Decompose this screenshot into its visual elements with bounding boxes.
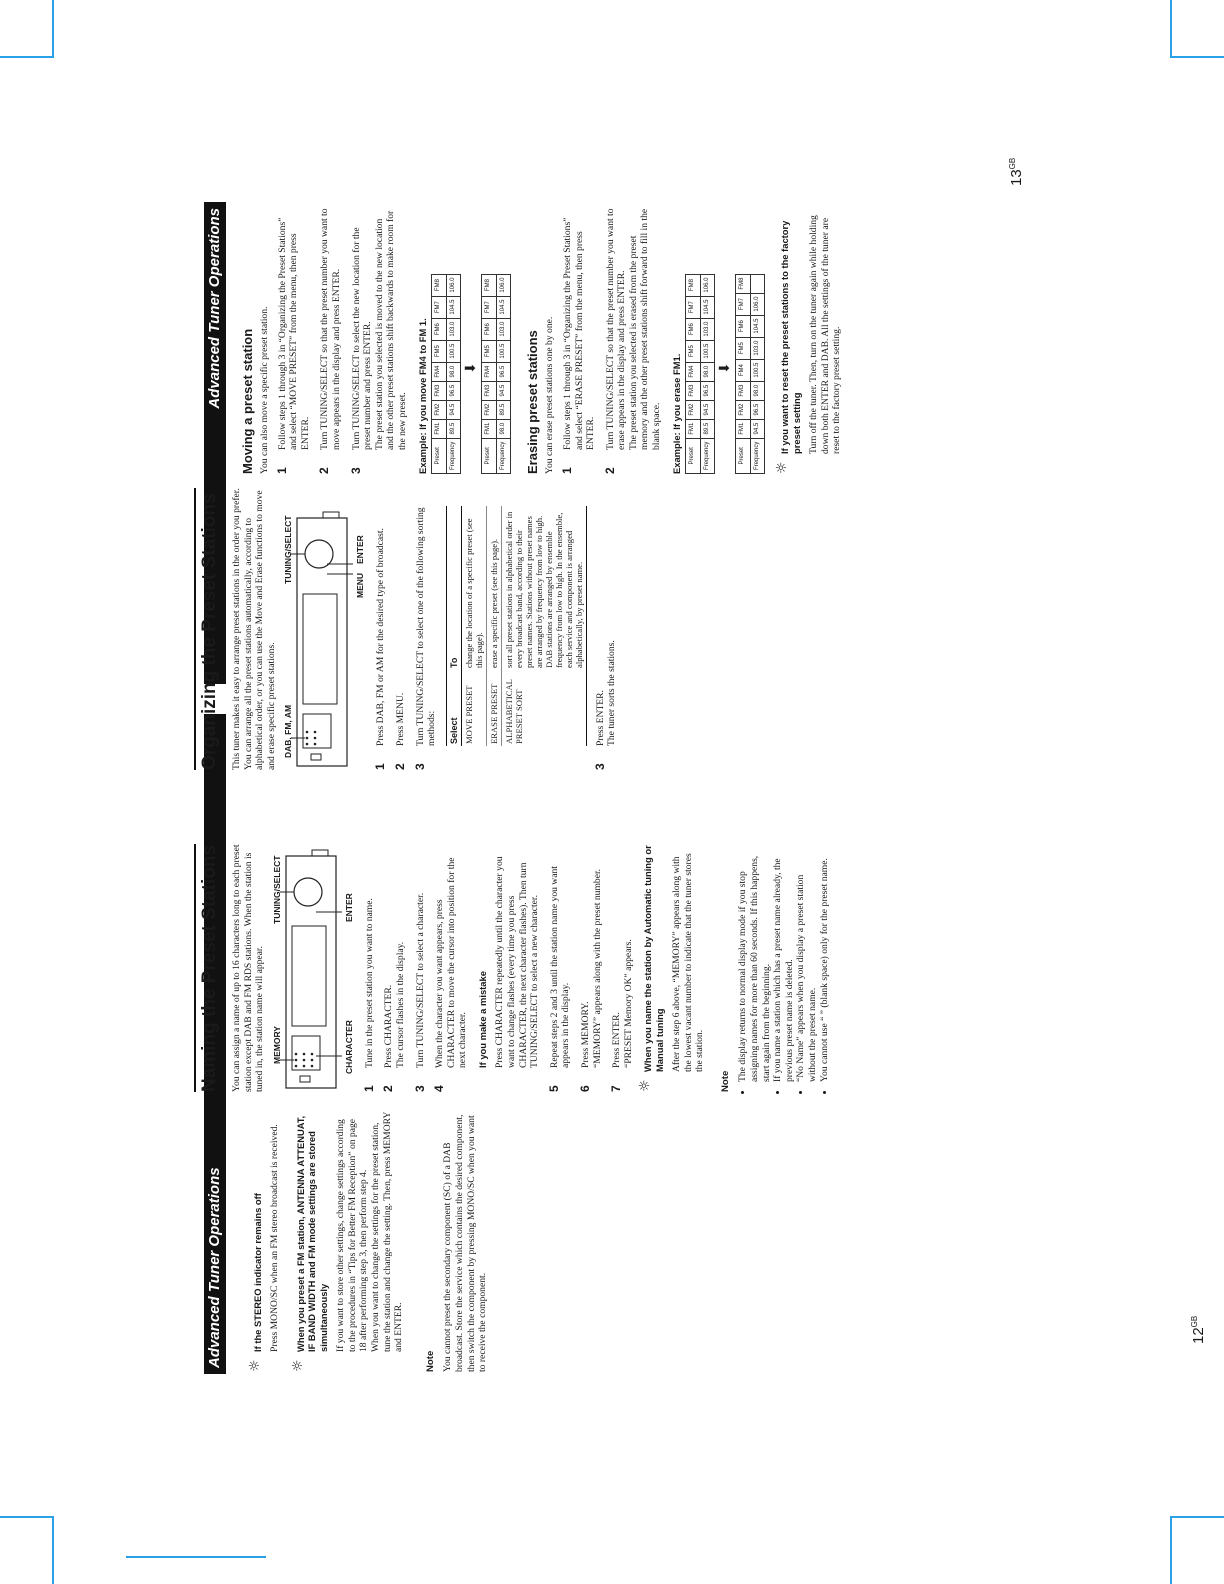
table-cell: MOVE PRESET: [461, 670, 486, 746]
note-body: You cannot preset the secondary component (SC) of a DAB broadcast. Store the service which contains the desired component, then switch the component by pressing MONO/SC when you want to receive the component.: [442, 1114, 489, 1372]
erase-title: Erasing preset stations: [525, 330, 541, 474]
tip-body: After the step 6 above, “MEMORY” appears along with the lowest vacant number to indicate that the tuner stores the station.: [671, 853, 706, 1072]
column-move-erase: [240, 204, 857, 474]
step: 1 Press DAB, FM or AM for the desired type of broadcast.: [373, 528, 388, 770]
note-title: Note: [424, 1350, 436, 1372]
step: 7 Press ENTER. “PRESET Memory OK” appears.: [609, 939, 634, 1092]
tuner-diagram-organizing: [283, 488, 369, 770]
mistake-body: Press CHARACTER repeatedly until the character you want to change flashes (every time you press CHARACTER, the next character flashes). Then turn TUNING/SELECT to select a new character.: [494, 856, 541, 1068]
tip-title: When you preset a FM station, ANTENNA ATTENUAT, IF BAND WIDTH and FM mode settings are stored simultaneously: [295, 1115, 329, 1352]
arrow-down-icon: ⬇: [717, 362, 734, 374]
tuning-select-label: TUNING/SELECT: [271, 855, 282, 924]
note-list: [737, 844, 830, 1092]
tip-body: Turn off the tuner. Then, turn on the tuner again while holding down both ENTER and DAB. All the settings of the tuner are reset to the factory preset setting.: [808, 215, 843, 454]
tip-lightbulb-icon: ☼: [247, 1359, 263, 1372]
table-row: Frequency 89.5 94.5 96.5 98.0 100.5 103.0 104.5 106.0: [446, 274, 461, 473]
step: 4 When the character you want appears, press CHARACTER to move the cursor into position for the next character.: [432, 857, 469, 1092]
tip-stereo: [247, 1110, 281, 1372]
table-cell: sort all preset stations in alphabetical order in every broadcast band, according to their preset names. Stations without preset names are arranged by frequency from low to high. DAB stations are arranged by ensemble frequency from low to high. In the ensemble, each service and component is arranged alphabetically, by preset name.: [501, 506, 586, 670]
step: 1 Follow steps 1 through 3 in “Organizing the Preset Stations” and select “ERASE PRESET” from the menu, then press ENTER.: [559, 217, 597, 474]
preset-table-before-erase: [685, 274, 715, 474]
organizing-title: Organizing the Preset Stations: [194, 488, 221, 770]
table-row: [461, 506, 486, 746]
erase-intro: You can erase preset stations one by one.: [544, 316, 556, 474]
note-item: • The display returns to normal display mode if you stop assigning names for more than 60 seconds. If this happens, start again from the beginning.: [737, 844, 772, 1082]
step: 3 Press ENTER. The tuner sorts the stations.: [592, 640, 618, 770]
tuning-select-label: TUNING/SELECT: [283, 515, 294, 584]
step: 2 Turn TUNING/SELECT so that the preset number you want to erase appears in the display and press ENTER. The preset station you selected is erased from the preset memory and the other preset stations shift forward to fill in the blank space.: [602, 208, 663, 474]
preset-table-after-move: [481, 274, 511, 474]
table-row: Preset FM1 FM2 FM3 FM4 FM5 FM6 FM7 FM8: [736, 274, 751, 473]
tip-factory-reset: [774, 204, 843, 474]
tip-lightbulb-icon: ☼: [774, 461, 791, 474]
enter-label: ENTER: [343, 893, 354, 922]
tip-title: If you want to reset the preset stations to the factory preset setting: [779, 220, 802, 454]
step: 2 Press MENU.: [392, 692, 407, 770]
table-row: Frequency 89.5 94.5 96.5 98.0 100.5 103.0 104.5 106.0: [700, 274, 715, 473]
note-block: [720, 844, 830, 1092]
table-row: Preset FM1 FM2 FM3 FM4 FM5 FM6 FM7 FM8: [482, 274, 497, 473]
page-number-left: $12^{GB}$: [1190, 1315, 1207, 1344]
organizing-intro: This tuner makes it easy to arrange preset stations in the order you prefer. You can arrange all the preset stations automatically, according to alphabetical order, or you can use the Move and Erase functions to move and erase specific preset stations.: [231, 488, 277, 770]
table-cell: ERASE PRESET: [486, 670, 501, 746]
table-row: Frequency 98.0 89.5 94.5 96.5 100.5 103.0 104.5 106.0: [496, 274, 511, 473]
step: 3 Turn TUNING/SELECT to select a character.: [412, 892, 427, 1092]
table-header: Select: [446, 670, 461, 746]
step: 2 Turn TUNING/SELECT so that the preset number you want to move appears in the display and press ENTER.: [317, 208, 342, 474]
note-item: • You cannot use “ ” (blank space) only for the preset name.: [819, 844, 831, 1082]
table-row: [501, 506, 586, 746]
table-row: Preset FM1 FM2 FM3 FM4 FM5 FM6 FM7 FM8: [431, 274, 446, 473]
table-cell: change the location of a specific preset (see this page).: [461, 506, 486, 670]
sorting-methods-table: [446, 506, 587, 746]
column-tips: [247, 1110, 495, 1372]
tip-fm-settings: [290, 1110, 405, 1372]
table-cell: ALPHABETICAL PRESET SORT: [501, 670, 586, 746]
naming-title: Naming the Preset Stations: [194, 844, 221, 1092]
table-row: Preset FM1 FM2 FM3 FM4 FM5 FM6 FM7 FM8: [686, 274, 701, 473]
table-cell: erase a specific preset (see this page).: [486, 506, 501, 670]
tip-lightbulb-icon: ☼: [637, 1079, 654, 1092]
memory-label: MEMORY: [271, 1026, 282, 1064]
tip-lightbulb-icon: ☼: [290, 1359, 306, 1372]
menu-label: MENU: [355, 572, 366, 598]
note-item: • If you name a station which has a preset name already, the previous preset name is deleted.: [772, 844, 795, 1082]
tip-auto-tuning: [637, 844, 706, 1092]
section-header-left: Advanced Tuner Operations: [204, 714, 226, 1374]
table-header: To: [446, 506, 461, 670]
mistake-block: [477, 844, 541, 1068]
character-label: CHARACTER: [343, 1020, 354, 1074]
mistake-title: If you make a mistake: [476, 971, 488, 1068]
note-item: • “No Name” appears when you display a preset station without the preset name.: [795, 844, 818, 1082]
preset-table-before-move: [431, 274, 461, 474]
bands-label: DAB, FM, AM: [283, 704, 294, 758]
example-title: Example: If you move FM4 to FM 1.: [416, 318, 428, 474]
step: 2 Press CHARACTER. The cursor flashes in the display.: [381, 941, 406, 1092]
section-header-right: Advanced Tuner Operations: [204, 202, 226, 684]
note-block: [425, 1110, 489, 1372]
tip-body: When you want to change the settings for the preset station, tune the station and change the setting. Then, press MEMORY and ENTER.: [370, 1111, 405, 1352]
note-title: Note: [719, 1070, 731, 1092]
step: 3 Turn TUNING/SELECT to select the new location for the preset number and press ENTER. The preset station you selected is moved to the new location and the other preset stations shift backwards to make room for the new preset.: [348, 210, 408, 474]
arrow-down-icon: ⬇: [463, 362, 480, 374]
column-organizing: [194, 488, 626, 770]
table-row: [486, 506, 501, 746]
move-intro: You can also move a specific preset station.: [259, 306, 270, 474]
preset-table-after-erase: [735, 274, 765, 474]
step: 1 Follow steps 1 through 3 in “Organizing the Preset Stations” and select “MOVE PRESET” from the menu, then press ENTER.: [274, 217, 311, 474]
tip-title: If the STEREO indicator remains off: [252, 1193, 263, 1352]
column-naming: [194, 844, 830, 1092]
example-title: Example: If you erase FM1.: [670, 353, 682, 474]
step: 5 Repeat steps 2 and 3 until the station name you want appears in the display.: [546, 866, 572, 1092]
tip-title: When you name the station by Automatic tuning or Manual tuning: [642, 845, 665, 1072]
table-row: Frequency 94.5 96.5 98.0 100.5 103.0 104.5 106.0: [750, 274, 765, 473]
step: 1 Tune in the preset station you want to name.: [361, 898, 376, 1092]
tip-body: Press MONO/SC when an FM stereo broadcast is received.: [269, 1124, 281, 1352]
tip-body: If you want to store other settings, change settings according to the procedures in “Tips for Better FM Reception” on page 18 after performing step 3, then perform step 4.: [335, 1118, 370, 1352]
enter-label: ENTER: [355, 535, 366, 564]
step: 3 Turn TUNING/SELECT to select one of the following sorting methods:: [412, 507, 438, 770]
naming-intro: You can assign a name of up to 16 characters long to each preset station except DAB and FM RDS stations. When the station is tuned in, the station name will appear.: [231, 844, 266, 1092]
move-title: Moving a preset station: [240, 328, 255, 474]
step: 6 Press MEMORY. “MEMORY” appears along with the preset number.: [577, 868, 603, 1092]
tuner-diagram-naming: [272, 844, 358, 1092]
page-number-right: $13^{GB}$: [1008, 157, 1025, 186]
